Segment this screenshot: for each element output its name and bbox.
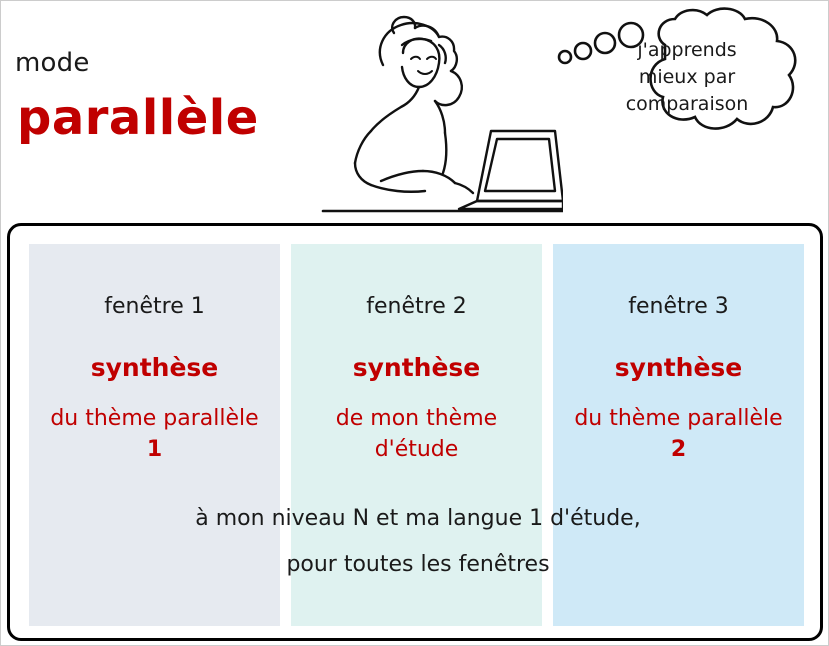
windows-panel <box>7 223 823 641</box>
column-3-subtitle <box>553 403 804 465</box>
column-1-subtitle-text: du thème parallèle <box>50 406 259 431</box>
column-1-synthesis: synthèse <box>90 353 219 382</box>
column-1-number: 1 <box>146 437 163 462</box>
column-fenetre-1 <box>29 244 280 626</box>
column-3-number: 2 <box>670 437 687 462</box>
column-2-subtitle-text: de mon thème <box>335 406 498 431</box>
column-2-title: fenêtre 2 <box>366 294 467 319</box>
thought-bubble-text <box>579 37 795 118</box>
header-section <box>1 1 829 223</box>
column-2-subtitle <box>291 403 542 465</box>
footer-line-1: à mon niveau N et ma langue 1 d'étude, <box>195 506 641 531</box>
column-3-synthesis: synthèse <box>614 353 743 382</box>
column-2-number: d'étude <box>374 437 459 462</box>
mode-label: mode <box>15 48 90 78</box>
column-1-subtitle <box>29 403 280 465</box>
mode-title: parallèle <box>17 90 259 146</box>
column-3-title: fenêtre 3 <box>628 294 729 319</box>
column-2-synthesis: synthèse <box>352 353 481 382</box>
column-fenetre-3 <box>553 244 804 626</box>
column-1-title: fenêtre 1 <box>104 294 205 319</box>
column-3-subtitle-text: du thème parallèle <box>574 406 783 431</box>
person-at-laptop-thinking-illustration <box>263 5 563 221</box>
bubble-line-3: comparaison <box>625 93 749 115</box>
bubble-line-1: j'apprends <box>637 39 737 61</box>
columns-container <box>29 244 805 626</box>
footer-line-2: pour toutes les fenêtres <box>286 552 550 577</box>
column-fenetre-2 <box>291 244 542 626</box>
bubble-line-2: mieux par <box>638 66 736 88</box>
